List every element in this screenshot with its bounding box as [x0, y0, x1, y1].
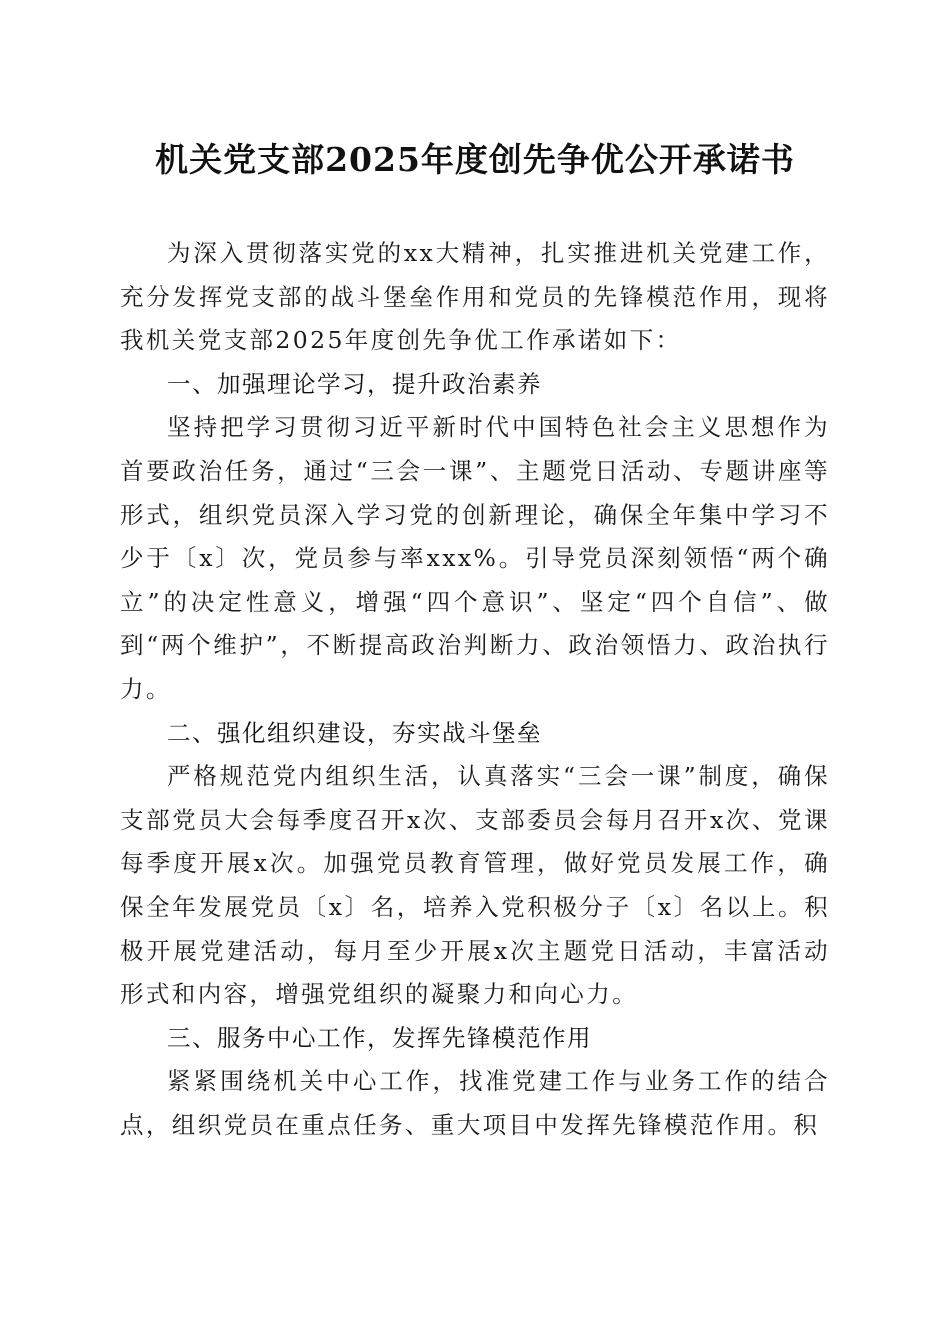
section-3-paragraph: 紧紧围绕机关中心工作，找准党建工作与业务工作的结合点，组织党员在重点任务、重大项目中发挥先锋模范作用。积	[120, 1067, 830, 1139]
section-1-paragraph: 坚持把学习贯彻习近平新时代中国特色社会主义思想作为首要政治任务，通过“三会一课”、主题党日活动、专题讲座等形式，组织党员深入学习党的创新理论，确保全年集中学习不少于〔x〕次，党员参与率xxx%。引导党员深刻领悟“两个确立”的决定性意义，增强“四个意识”、坚定“四个自信”、做到“两个维护”，不断提高政治判断力、政治领悟力、政治执行力。	[120, 413, 830, 703]
document-body	[120, 232, 830, 1147]
document-title: 机关党支部2025年度创先争优公开承诺书	[155, 140, 795, 179]
intro-paragraph: 为深入贯彻落实党的xx大精神，扎实推进机关党建工作，充分发挥党支部的战斗堡垒作用和党员的先锋模范作用，现将我机关党支部2025年度创先争优工作承诺如下：	[120, 239, 830, 355]
section-2-heading: 二、强化组织建设，夯实战斗堡垒	[167, 718, 542, 747]
section-1-heading: 一、加强理论学习，提升政治素养	[167, 369, 542, 398]
section-3-heading: 三、服务中心工作，发挥先锋模范作用	[167, 1023, 592, 1052]
section-2-paragraph: 严格规范党内组织生活，认真落实“三会一课”制度，确保支部党员大会每季度召开x次、支部委员会每月召开x次、党课每季度开展x次。加强党员教育管理，做好党员发展工作，确保全年发展党员〔x〕名，培养入党积极分子〔x〕名以上。积极开展党建活动，每月至少开展x次主题党日活动，丰富活动形式和内容，增强党组织的凝聚力和向心力。	[120, 762, 830, 1009]
